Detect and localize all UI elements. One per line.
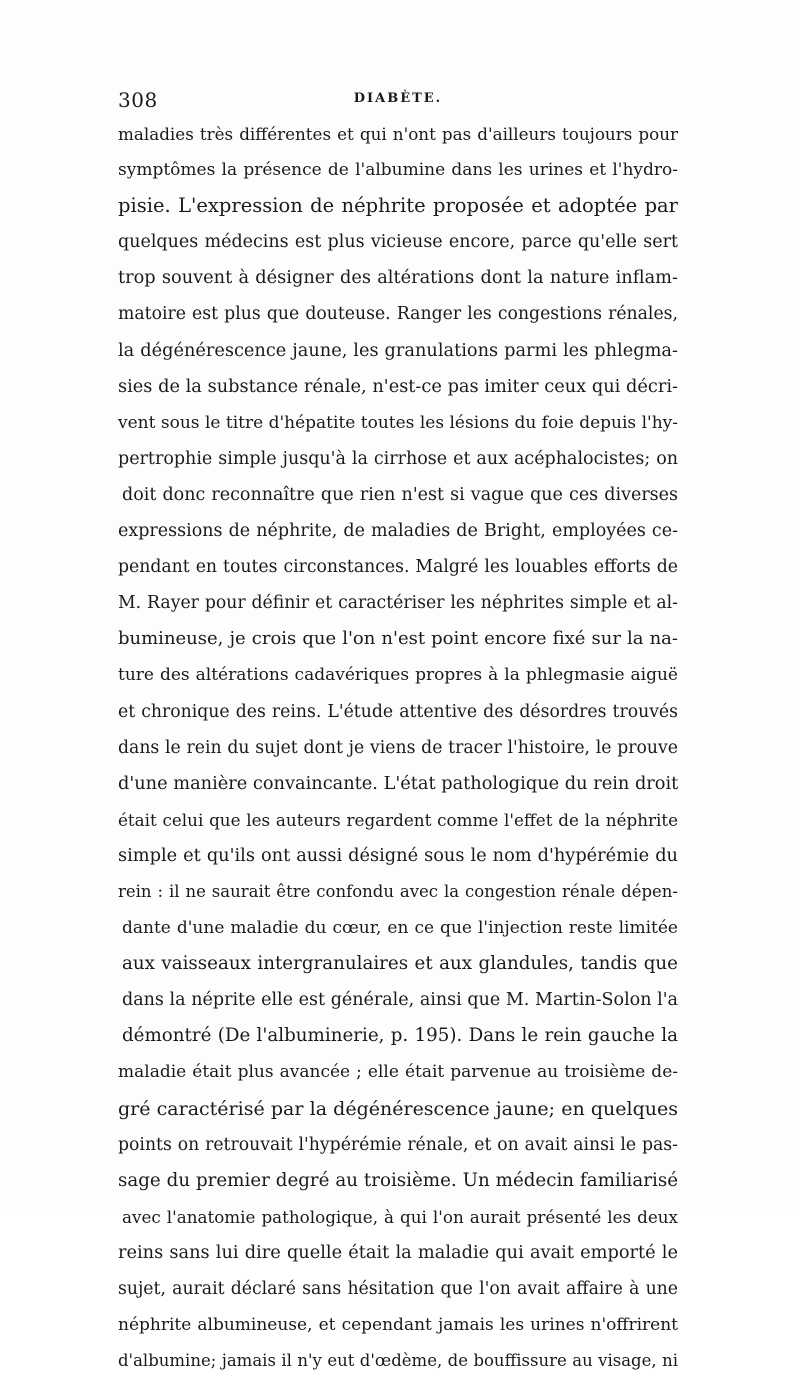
text-line: matoire est plus que douteuse. Ranger les congestions rénales, xyxy=(118,304,678,325)
text-line: démontré (De l'albuminerie, p. 195). Dans le rein gauche la xyxy=(122,1025,678,1047)
text-line: maladie était plus avancée ; elle était parvenue au troisième de- xyxy=(118,1062,678,1083)
text-line: avec l'anatomie pathologique, à qui l'on aurait présenté les deux xyxy=(122,1206,678,1227)
text-line: sujet, aurait déclaré sans hésitation que l'on avait affaire à une xyxy=(118,1279,678,1299)
text-line: la dégénérescence jaune, les granulations parmi les phlegma- xyxy=(118,340,678,361)
text-line: aux vaisseaux intergranulaires et aux glandules, tandis que xyxy=(122,953,678,975)
text-line: pisie. L'expression de néphrite proposée et adoptée par xyxy=(118,194,678,218)
page-number: 308 xyxy=(118,88,158,112)
text-line: était celui que les auteurs regardent comme l'effet de la néphrite xyxy=(118,809,678,830)
running-title: DIABÈTE. xyxy=(353,91,443,106)
text-line: et chronique des reins. L'étude attentive des désordres trouvés xyxy=(118,701,678,722)
text-line: quelques médecins est plus vicieuse encore, parce qu'elle sert xyxy=(118,232,678,253)
text-line: symptômes la présence de l'albumine dans les urines et l'hydro- xyxy=(118,160,678,181)
text-line: d'albumine; jamais il n'y eut d'œdème, de bouffissure au visage, ni xyxy=(118,1351,678,1371)
text-line: pendant en toutes circonstances. Malgré les louables efforts de xyxy=(118,557,678,578)
body-text xyxy=(118,116,678,1379)
text-line: expressions de néphrite, de maladies de Bright, employées ce- xyxy=(118,521,678,542)
text-line: d'une manière convaincante. L'état pathologique du rein droit xyxy=(118,773,678,794)
text-line: dante d'une maladie du cœur, en ce que l'injection reste limitée xyxy=(122,918,678,939)
text-line: sies de la substance rénale, n'est-ce pas imiter ceux qui décri- xyxy=(118,376,678,397)
text-line: reins sans lui dire quelle était la maladie qui avait emporté le xyxy=(118,1242,678,1263)
text-line: dans la néprite elle est générale, ainsi que M. Martin-Solon l'a xyxy=(122,990,678,1011)
page-header xyxy=(118,88,678,116)
text-line: dans le rein du sujet dont je viens de tracer l'histoire, le prouve xyxy=(118,737,678,758)
text-line: ture des altérations cadavériques propres à la phlegmasie aiguë xyxy=(118,665,678,686)
text-line: gré caractérisé par la dégénérescence jaune; en quelques xyxy=(118,1097,678,1120)
text-line: doit donc reconnaître que rien n'est si vague que ces diverses xyxy=(122,484,678,505)
text-line: maladies très différentes et qui n'ont pas d'ailleurs toujours pour xyxy=(118,124,678,144)
text-line: vent sous le titre d'hépatite toutes les lésions du foie depuis l'hy- xyxy=(118,412,678,433)
text-line: bumineuse, je crois que l'on n'est point encore fixé sur la na- xyxy=(118,628,678,650)
text-line: sage du premier degré au troisième. Un médecin familiarisé xyxy=(118,1169,678,1191)
text-line: néphrite albumineuse, et cependant jamais les urines n'offrirent xyxy=(118,1315,678,1336)
text-line: simple et qu'ils ont aussi désigné sous le nom d'hypérémie du xyxy=(118,845,678,866)
text-line: M. Rayer pour définir et caractériser les néphrites simple et al- xyxy=(118,593,678,614)
text-line: rein : il ne saurait être confondu avec la congestion rénale dépen- xyxy=(118,881,678,901)
text-line: trop souvent à désigner des altérations dont la nature inflam- xyxy=(118,268,678,289)
text-line: pertrophie simple jusqu'à la cirrhose et aux acéphalocistes; on xyxy=(118,448,678,469)
text-line: points on retrouvait l'hypérémie rénale, et on avait ainsi le pas- xyxy=(118,1134,678,1155)
